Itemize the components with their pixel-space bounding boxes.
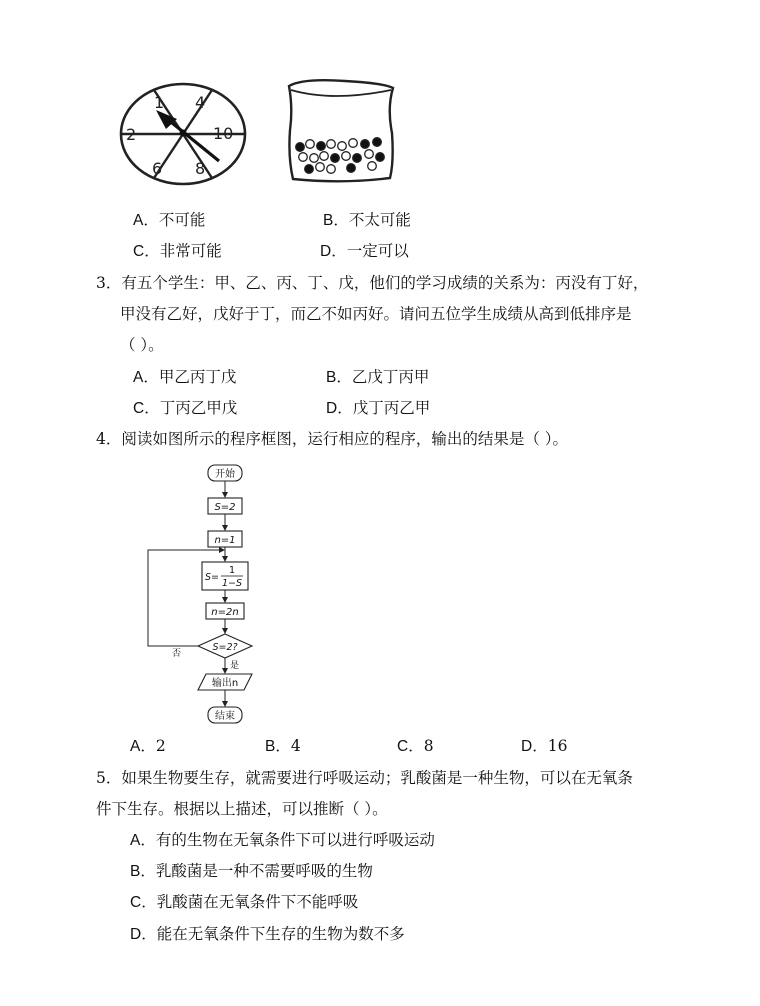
q3-stem-line-1: 3．有五个学生：甲、乙、丙、丁、戊，他们的学习成绩的关系为：丙没有丁好， xyxy=(96,274,649,292)
spinner-number: 4 xyxy=(195,93,206,112)
q5-option-a[interactable]: A．有的生物在无氧条件下可以进行呼吸运动 xyxy=(130,831,435,849)
q4-option-a[interactable]: A．2 xyxy=(130,737,166,755)
q4-flowchart xyxy=(140,460,270,730)
flow-n-init-label: n=1 xyxy=(214,535,236,546)
q5-stem-line-1: 5．如果生物要生存，就需要进行呼吸运动；乳酸菌是一种生物，可以在无氧条 xyxy=(96,769,633,787)
spinner-number: 6 xyxy=(152,159,163,178)
q3-option-b[interactable]: B．乙戊丁丙甲 xyxy=(326,368,430,386)
q2-option-a[interactable]: A．不可能 xyxy=(133,211,206,229)
flow-output-label: 输出n xyxy=(211,678,239,689)
q3-option-c[interactable]: C．丁丙乙甲戊 xyxy=(133,399,238,417)
q2-option-c[interactable]: C．非常可能 xyxy=(133,242,222,260)
jar-figure xyxy=(283,78,401,186)
q4-option-d[interactable]: D．16 xyxy=(521,737,568,755)
spinner-number: 1 xyxy=(154,93,165,112)
spinner-figure xyxy=(116,82,258,192)
q2-option-d[interactable]: D．一定可以 xyxy=(320,242,409,260)
spinner-number: 8 xyxy=(195,159,206,178)
q5-option-b[interactable]: B．乳酸菌是一种不需要呼吸的生物 xyxy=(130,862,373,880)
q2-option-b[interactable]: B．不太可能 xyxy=(323,211,411,229)
flow-s-update-numerator: 1 xyxy=(228,565,236,576)
q3-option-a[interactable]: A．甲乙丙丁戊 xyxy=(133,368,237,386)
flow-s-update-lhs: S= xyxy=(205,572,219,583)
q5-option-d[interactable]: D．能在无氧条件下生存的生物为数不多 xyxy=(130,925,405,943)
flow-start-label: 开始 xyxy=(215,469,235,480)
spinner-center xyxy=(180,130,187,137)
jar-rim xyxy=(291,90,391,96)
q3-option-d[interactable]: D．戊丁丙乙甲 xyxy=(326,399,431,417)
q5-option-c[interactable]: C．乳酸菌在无氧条件下不能呼吸 xyxy=(130,893,359,911)
q4-option-b[interactable]: B．4 xyxy=(265,737,301,755)
spinner-number: 2 xyxy=(126,125,137,144)
spinner-arrow xyxy=(166,118,219,161)
flow-decision-label: S=2? xyxy=(212,642,238,653)
q4-option-c[interactable]: C．8 xyxy=(397,737,434,755)
flow-s-init-label: S=2 xyxy=(214,502,236,513)
q4-stem: 4．阅读如图所示的程序框图，运行相应的程序，输出的结果是（ ）。 xyxy=(96,430,569,448)
flow-end-label: 结束 xyxy=(215,711,235,722)
flow-yes-label: 是 xyxy=(230,661,240,671)
q3-stem-line-2: 甲没有乙好，戊好于丁，而乙不如丙好。请问五位学生成绩从高到低排序是 xyxy=(120,305,632,323)
flow-s-update-denominator: 1−S xyxy=(221,578,243,589)
q5-stem-line-2: 件下生存。根据以上描述，可以推断（ ）。 xyxy=(96,800,388,818)
flow-no-label: 否 xyxy=(172,649,182,659)
spinner-number: 10 xyxy=(213,124,234,143)
q3-stem-line-3: （ ）。 xyxy=(120,336,164,354)
ball-group xyxy=(296,138,385,174)
flow-n-update-label: n=2n xyxy=(211,607,239,618)
